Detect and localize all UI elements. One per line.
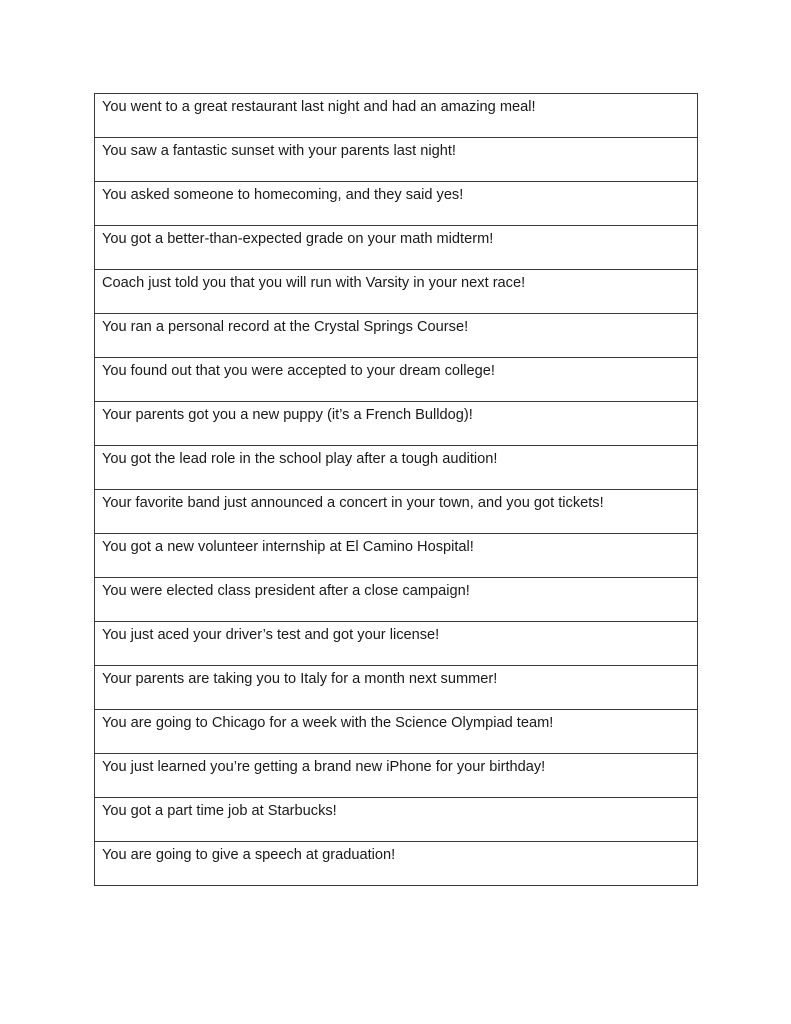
prompt-cell: You got a better-than-expected grade on your math midterm!	[95, 226, 698, 270]
prompt-cell: You asked someone to homecoming, and they said yes!	[95, 182, 698, 226]
prompt-cell: You are going to give a speech at graduation!	[95, 842, 698, 886]
prompt-cell: You got a new volunteer internship at El Camino Hospital!	[95, 534, 698, 578]
table-row	[95, 798, 698, 842]
table-row	[95, 622, 698, 666]
prompt-cell: Coach just told you that you will run with Varsity in your next race!	[95, 270, 698, 314]
table-row	[95, 270, 698, 314]
prompt-cell: You ran a personal record at the Crystal Springs Course!	[95, 314, 698, 358]
table-row	[95, 710, 698, 754]
prompt-cell: Your parents are taking you to Italy for a month next summer!	[95, 666, 698, 710]
table-row	[95, 578, 698, 622]
table-row	[95, 138, 698, 182]
prompt-cell: You just learned you’re getting a brand new iPhone for your birthday!	[95, 754, 698, 798]
prompt-cell: You were elected class president after a close campaign!	[95, 578, 698, 622]
table-row	[95, 754, 698, 798]
table-row	[95, 666, 698, 710]
table-row	[95, 490, 698, 534]
prompt-cell: You got the lead role in the school play after a tough audition!	[95, 446, 698, 490]
prompt-cell: You saw a fantastic sunset with your parents last night!	[95, 138, 698, 182]
prompt-table	[94, 93, 698, 886]
prompt-cell: Your parents got you a new puppy (it’s a French Bulldog)!	[95, 402, 698, 446]
prompt-cell: Your favorite band just announced a concert in your town, and you got tickets!	[95, 490, 698, 534]
prompt-cell: You found out that you were accepted to your dream college!	[95, 358, 698, 402]
table-row	[95, 182, 698, 226]
table-row	[95, 94, 698, 138]
prompt-cell: You just aced your driver’s test and got your license!	[95, 622, 698, 666]
table-row	[95, 446, 698, 490]
prompt-cell: You got a part time job at Starbucks!	[95, 798, 698, 842]
prompt-cell: You went to a great restaurant last night and had an amazing meal!	[95, 94, 698, 138]
table-row	[95, 534, 698, 578]
prompt-cell: You are going to Chicago for a week with the Science Olympiad team!	[95, 710, 698, 754]
table-row	[95, 842, 698, 886]
table-row	[95, 402, 698, 446]
table-row	[95, 226, 698, 270]
table-row	[95, 314, 698, 358]
table-row	[95, 358, 698, 402]
